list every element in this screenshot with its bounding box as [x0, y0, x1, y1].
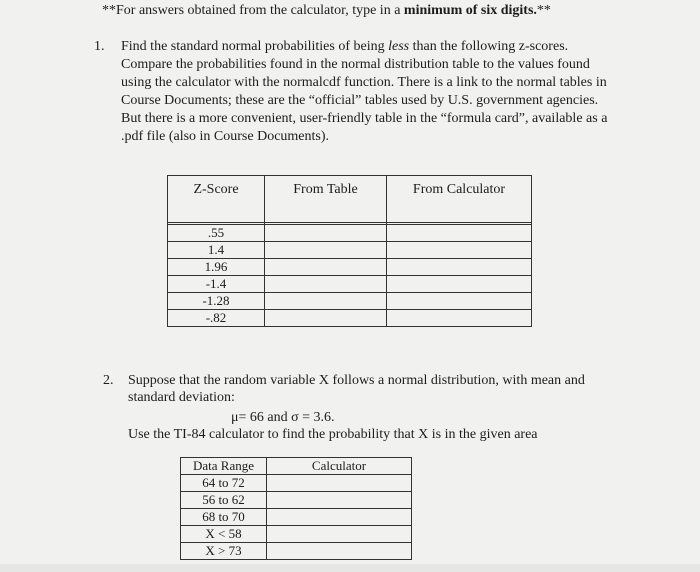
question-2-instruction: Use the TI-84 calculator to find the probability that X is in the given area [128, 427, 538, 442]
from-table-cell[interactable] [265, 225, 387, 242]
table-row [168, 310, 532, 327]
calculator-header: Calculator [267, 458, 412, 475]
from-table-header: From Table [265, 176, 387, 223]
from-calculator-cell[interactable] [387, 293, 532, 310]
table-row [168, 293, 532, 310]
from-table-cell[interactable] [265, 276, 387, 293]
data-range-cell: 64 to 72 [181, 475, 267, 492]
calculator-cell[interactable] [267, 492, 412, 509]
z-score-table [167, 175, 532, 327]
table-row [181, 526, 412, 543]
question-2 [103, 372, 623, 442]
from-table-cell[interactable] [265, 310, 387, 327]
z-score-cell: -1.28 [168, 293, 265, 310]
z-score-cell: 1.96 [168, 259, 265, 276]
z-score-header: Z-Score [168, 176, 265, 223]
calculator-cell[interactable] [267, 543, 412, 560]
z-score-cell: .55 [168, 225, 265, 242]
from-table-cell[interactable] [265, 293, 387, 310]
calculator-cell[interactable] [267, 475, 412, 492]
from-calculator-cell[interactable] [387, 259, 532, 276]
table-row [168, 225, 532, 242]
question-1-number: 1. [94, 39, 105, 54]
calculator-note: **For answers obtained from the calculator, type in a minimum of six digits.** [102, 3, 551, 18]
table-row [181, 543, 412, 560]
table-row [181, 475, 412, 492]
distribution-parameters: μ= 66 and σ = 3.6. [231, 410, 335, 425]
data-range-cell: 56 to 62 [181, 492, 267, 509]
from-table-cell[interactable] [265, 242, 387, 259]
calculator-cell[interactable] [267, 526, 412, 543]
from-calculator-cell[interactable] [387, 310, 532, 327]
question-2-text: Suppose that the random variable X follows a normal distribution, with mean and standard deviation: [128, 373, 585, 405]
table-row [168, 242, 532, 259]
table-row [181, 492, 412, 509]
question-2-number: 2. [103, 373, 114, 388]
data-range-table [180, 457, 412, 560]
data-range-cell: 68 to 70 [181, 509, 267, 526]
z-score-cell: -.82 [168, 310, 265, 327]
data-range-cell: X < 58 [181, 526, 267, 543]
z-score-cell: -1.4 [168, 276, 265, 293]
from-table-cell[interactable] [265, 259, 387, 276]
table-row [181, 509, 412, 526]
from-calculator-cell[interactable] [387, 242, 532, 259]
from-calculator-cell[interactable] [387, 225, 532, 242]
from-calculator-header: From Calculator [387, 176, 532, 223]
question-1-text: Find the standard normal probabilities of being less than the following z-scores. Compare the probabilities found in the normal distribution table to the values found using the calculator with the normalcdf function. There is a link to the normal tables in Course Documents; these are the “official” tables used by U.S. government agencies. But there is a more convenient, user-friendly table in the “formula card”, available as a .pdf file (also in Course Documents). [121, 39, 608, 144]
from-calculator-cell[interactable] [387, 276, 532, 293]
table-row [168, 276, 532, 293]
calculator-cell[interactable] [267, 509, 412, 526]
page-edge [0, 564, 700, 572]
data-range-cell: X > 73 [181, 543, 267, 560]
question-1 [94, 38, 614, 146]
data-range-header: Data Range [181, 458, 267, 475]
table-row [168, 259, 532, 276]
z-score-cell: 1.4 [168, 242, 265, 259]
